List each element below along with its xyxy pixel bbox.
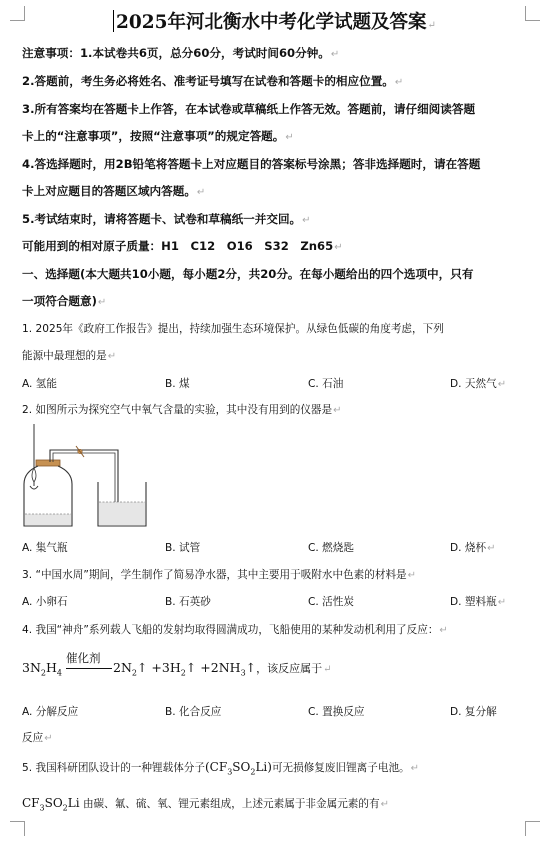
crop-mark-top-left (10, 6, 25, 21)
section-heading-line-2: 一项符合题意)↵ (22, 294, 107, 308)
reaction-arrow (66, 668, 112, 669)
q5-stem-line-2: $CF_3SO_2Li$ 由碳、氟、硫、氧、锂元素组成，上述元素属于非金属元素的有↵ (22, 796, 389, 813)
crop-mark-bottom-right (525, 821, 540, 836)
q3-option-c: C. 活性炭 (308, 596, 354, 608)
note-1: 注意事项：1.本试卷共6页，总分60分，考试时间60分钟。↵ (22, 46, 340, 60)
note-3-line-2: 卡上的“注意事项”，按照“注意事项”的规定答题。↵ (22, 129, 294, 143)
catalyst-label: 催化剂 (66, 651, 101, 665)
note-5: 5.考试结束时，请将答题卡、试卷和草稿纸一并交回。↵ (22, 212, 311, 226)
q3-option-b: B. 石英砂 (165, 596, 211, 608)
q1-option-a: A. 氢能 (22, 378, 57, 390)
q1-stem-line-2: 能源中最理想的是↵ (22, 350, 117, 362)
flame-icon (32, 468, 36, 482)
q2-stem: 2. 如图所示为探究空气中氧气含量的实验，其中没有用到的仪器是↵ (22, 404, 342, 416)
text-cursor (113, 10, 114, 32)
products: $2N_2↑$ $+3H_2↑$ $+2NH_3↑$，该反应属于↵ (113, 660, 332, 678)
q3-option-d: D. 塑料瓶↵ (450, 596, 507, 608)
q5-stem-line-1: 5. 我国科研团队设计的一种锂载体分子$(CF_3SO_2Li)$可无损修复废旧锂离子电池。↵ (22, 760, 420, 777)
note-3-line-1: 3.所有答案均在答题卡上作答，在本试卷或草稿纸上作答无效。答题前，请仔细阅读答题 (22, 102, 476, 116)
page-title: 2025年河北衡水中考化学试题及答案↵ (116, 12, 436, 33)
water-in-beaker (99, 502, 145, 525)
q4-option-d: D. 复分解 (450, 706, 497, 718)
section-heading-line-1: 一、选择题(本大题共10小题，每小题2分，共20分。在每小题给出的四个选项中，只有 (22, 267, 474, 281)
q4-reaction-equation (22, 650, 382, 690)
crop-mark-bottom-left (10, 821, 25, 836)
q4-stem: 4. 我国“神舟”系列载人飞船的发射均取得圆满成功，飞船使用的某种发动机利用了反应：↵ (22, 624, 448, 636)
q2-option-b: B. 试管 (165, 542, 201, 554)
stopper (36, 460, 60, 466)
q1-option-b: B. 煤 (165, 378, 190, 390)
note-4-line-2: 卡上对应题目的答题区域内答题。↵ (22, 184, 206, 198)
q3-stem: 3. “中国水周”期间，学生制作了简易净水器，其中主要用于吸附水中色素的材料是↵ (22, 569, 417, 581)
q1-option-d: D. 天然气↵ (450, 378, 507, 390)
q1-option-c: C. 石油 (308, 378, 344, 390)
note-2: 2.答题前，考生务必将姓名、准考证号填写在试卷和答题卡的相应位置。↵ (22, 74, 404, 88)
q3-option-a: A. 小卵石 (22, 596, 68, 608)
crop-mark-top-right (525, 6, 540, 21)
oxygen-experiment-apparatus (20, 422, 150, 532)
q4-option-c: C. 置换反应 (308, 706, 365, 718)
note-4-line-1: 4.答选择题时，用2B铅笔将答题卡上对应题目的答案标号涂黑；答非选择题时，请在答题 (22, 157, 481, 171)
combustion-spoon (30, 486, 38, 489)
q2-option-d: D. 烧杯↵ (450, 542, 496, 554)
water-in-bottle (25, 514, 71, 525)
atomic-masses: 可能用到的相对原子质量：H1 C12 O16 S32 Zn65↵ (22, 239, 343, 253)
q1-stem-line-1: 1. 2025年《政府工作报告》提出，持续加强生态环境保护。从绿色低碳的角度考虑，下列 (22, 323, 444, 335)
lithium-carrier-formula: $(CF_3SO_2Li)$ (204, 760, 272, 777)
q4-option-d-wrap: 反应↵ (22, 732, 53, 744)
q2-option-c: C. 燃烧匙 (308, 542, 354, 554)
q4-option-b: B. 化合反应 (165, 706, 222, 718)
reactant: $3N_2H_4$ (22, 660, 62, 678)
lithium-carrier-formula-2: $CF_3SO_2Li$ (22, 796, 80, 813)
q2-option-a: A. 集气瓶 (22, 542, 68, 554)
q4-option-a: A. 分解反应 (22, 706, 79, 718)
